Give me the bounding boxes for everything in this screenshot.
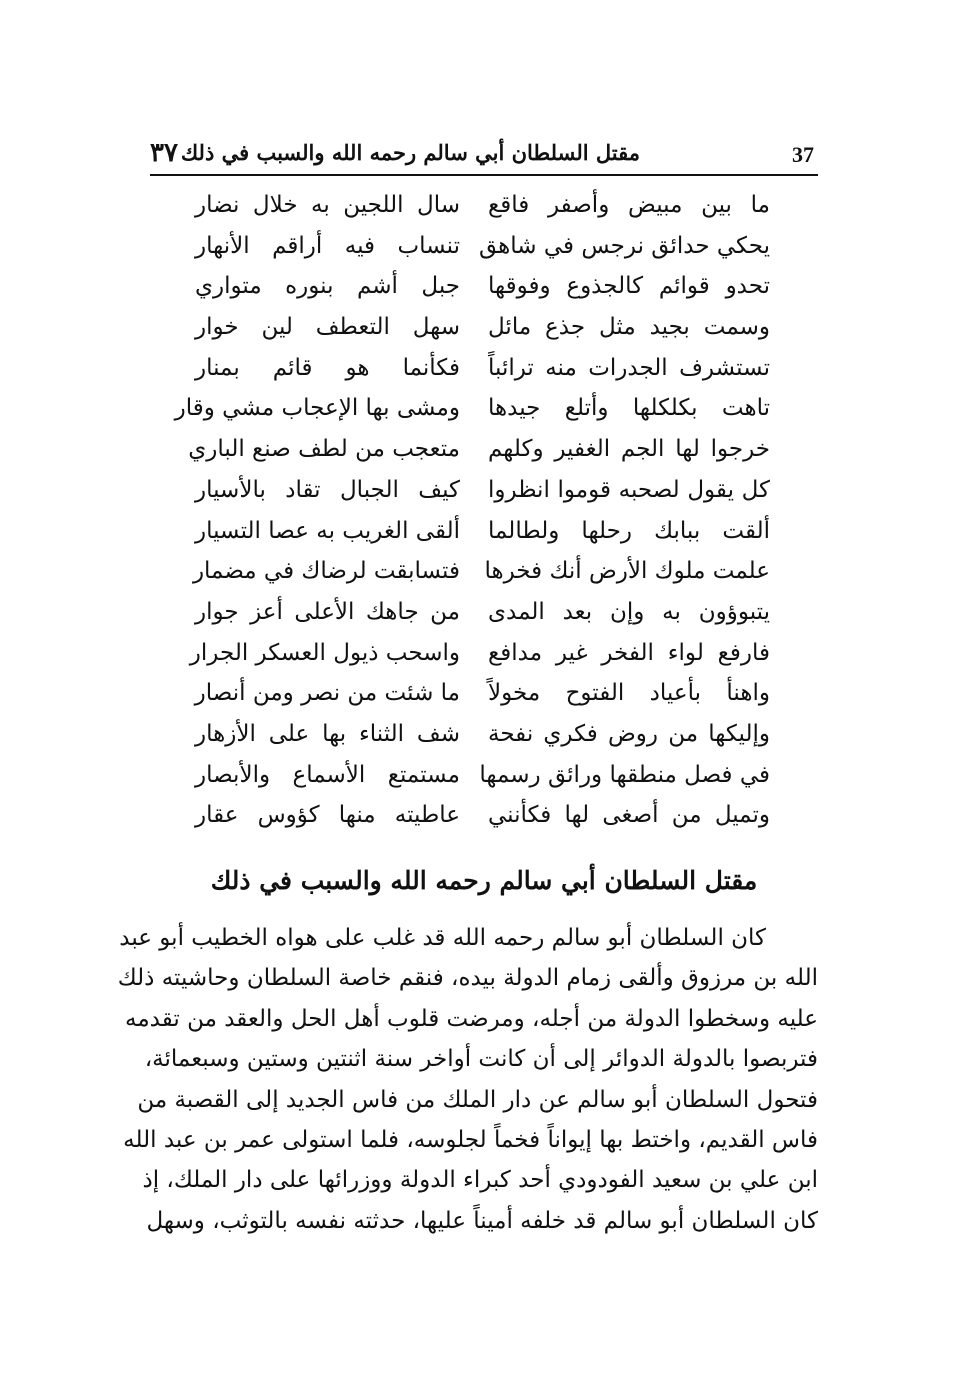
verse-second-hemistich: عاطيته منها كؤوس عقار bbox=[195, 802, 460, 829]
verse bbox=[150, 269, 818, 310]
verse-second-hemistich: واسحب ذيول العسكر الجرار bbox=[189, 639, 460, 666]
verse-first-hemistich: علمت ملوك الأرض أنك فخرها bbox=[484, 558, 770, 585]
verse-second-hemistich: كيف الجبال تقاد بالأسيار bbox=[195, 476, 460, 503]
verse-first-hemistich: وسمت بجيد مثل جذع مائل bbox=[488, 314, 770, 341]
prose-line: ابن علي بن سعيد الفودودي أحد كبراء الدولة ووزرائها على دار الملك، إذ bbox=[142, 1167, 818, 1194]
verse-first-hemistich: فارفع لواء الفخر غير مدافع bbox=[488, 639, 770, 666]
verse-first-hemistich: وتميل من أصغى لها فكأنني bbox=[488, 802, 770, 829]
verse bbox=[150, 758, 818, 799]
verse-second-hemistich: ما شئت من نصر ومن أنصار bbox=[194, 680, 460, 707]
verse bbox=[150, 717, 818, 758]
verse-second-hemistich: جبل أشم بنوره متواري bbox=[195, 273, 460, 300]
prose-line: كان السلطان أبو سالم رحمه الله قد غلب على هواه الخطيب أبو عبد bbox=[119, 925, 766, 951]
verse-first-hemistich: كل يقول لصحبه قوموا انظروا bbox=[488, 476, 770, 503]
verse bbox=[150, 798, 818, 839]
verse-first-hemistich: وإليكها من روض فكري نفحة bbox=[488, 720, 770, 747]
verse bbox=[150, 473, 818, 514]
prose-line: فاس القديم، واختط بها إيواناً فخماً لجلوسه، فلما استولى عمر بن عبد الله bbox=[123, 1126, 818, 1153]
verse-second-hemistich: فتسابقت لرضاك في مضمار bbox=[192, 558, 460, 585]
section-heading: مقتل السلطان أبي سالم رحمه الله والسبب في ذلك bbox=[210, 866, 758, 895]
verse-second-hemistich: سال اللجين به خلال نضار bbox=[195, 192, 460, 218]
running-title: مقتل السلطان أبي سالم رحمه الله والسبب في ذلك bbox=[180, 140, 640, 165]
verse bbox=[150, 432, 818, 473]
verse-second-hemistich: ومشى بها الإعجاب مشي وقار bbox=[174, 395, 460, 422]
verse bbox=[150, 636, 818, 677]
verse-first-hemistich: ما بين مبيض وأصفر فاقع bbox=[488, 192, 770, 218]
verse-first-hemistich: ألقت ببابك رحلها ولطالما bbox=[488, 517, 770, 544]
verse-second-hemistich: شف الثناء بها على الأزهار bbox=[195, 720, 460, 747]
prose-line: فتحول السلطان أبو سالم عن دار الملك من فاس الجديد إلى القصبة من bbox=[137, 1086, 818, 1113]
verse bbox=[150, 351, 818, 392]
verse-first-hemistich: خرجوا لها الجم الغفير وكلهم bbox=[488, 436, 770, 463]
prose-line: كان السلطان أبو سالم قد خلفه أميناً عليها، حدثته نفسه بالتوثب، وسهل bbox=[146, 1207, 818, 1234]
verse-second-hemistich: تنساب فيه أراقم الأنهار bbox=[195, 232, 460, 259]
verse bbox=[150, 514, 818, 555]
verse-second-hemistich: ألقى الغريب به عصا التسيار bbox=[195, 517, 460, 544]
verse-second-hemistich: من جاهك الأعلى أعز جوار bbox=[195, 598, 460, 625]
verse bbox=[150, 229, 818, 270]
verse bbox=[150, 595, 818, 636]
prose-line: عليه وسخطوا الدولة من أجله، ومرضت قلوب أهل الحل والعقد من تقدمه bbox=[125, 1005, 818, 1032]
verse-first-hemistich: واهنأ بأعياد الفتوح مخولاً bbox=[488, 680, 770, 707]
verse bbox=[150, 188, 818, 229]
verse-first-hemistich: تاهت بكلكلها وأتلع جيدها bbox=[488, 395, 770, 422]
verse-second-hemistich: متعجب من لطف صنع الباري bbox=[188, 436, 460, 463]
verse bbox=[150, 554, 818, 595]
verse-first-hemistich: تستشرف الجدرات منه ترائباً bbox=[488, 354, 770, 381]
verse-second-hemistich: سهل التعطف لين خوار bbox=[195, 314, 460, 341]
page-number-arabic: ٣٧ bbox=[150, 138, 178, 168]
verse-second-hemistich: فكأنما هو قائم بمنار bbox=[195, 354, 460, 381]
page-number-latin: 37 bbox=[792, 142, 814, 167]
verse bbox=[150, 310, 818, 351]
verse-first-hemistich: في فصل منطقها ورائق رسمها bbox=[479, 761, 770, 788]
prose-line: الله بن مرزوق وألقى زمام الدولة بيده، فنقم خاصة السلطان وحاشيته ذلك bbox=[117, 965, 818, 992]
verse bbox=[150, 391, 818, 432]
verse-first-hemistich: يحكي حدائق نرجس في شاهق bbox=[478, 232, 770, 259]
poem bbox=[150, 188, 818, 839]
header-rule bbox=[150, 174, 818, 176]
verse-first-hemistich: تحدو قوائم كالجذوع وفوقها bbox=[488, 273, 770, 300]
prose-line: فتربصوا بالدولة الدوائر إلى أن كانت أواخر سنة اثنتين وستين وسبعمائة، bbox=[144, 1046, 818, 1073]
verse bbox=[150, 676, 818, 717]
verse-first-hemistich: يتبوؤون به وإن بعد المدى bbox=[488, 598, 770, 625]
prose-paragraph bbox=[117, 918, 818, 1241]
verse-second-hemistich: مستمتع الأسماع والأبصار bbox=[195, 761, 460, 788]
